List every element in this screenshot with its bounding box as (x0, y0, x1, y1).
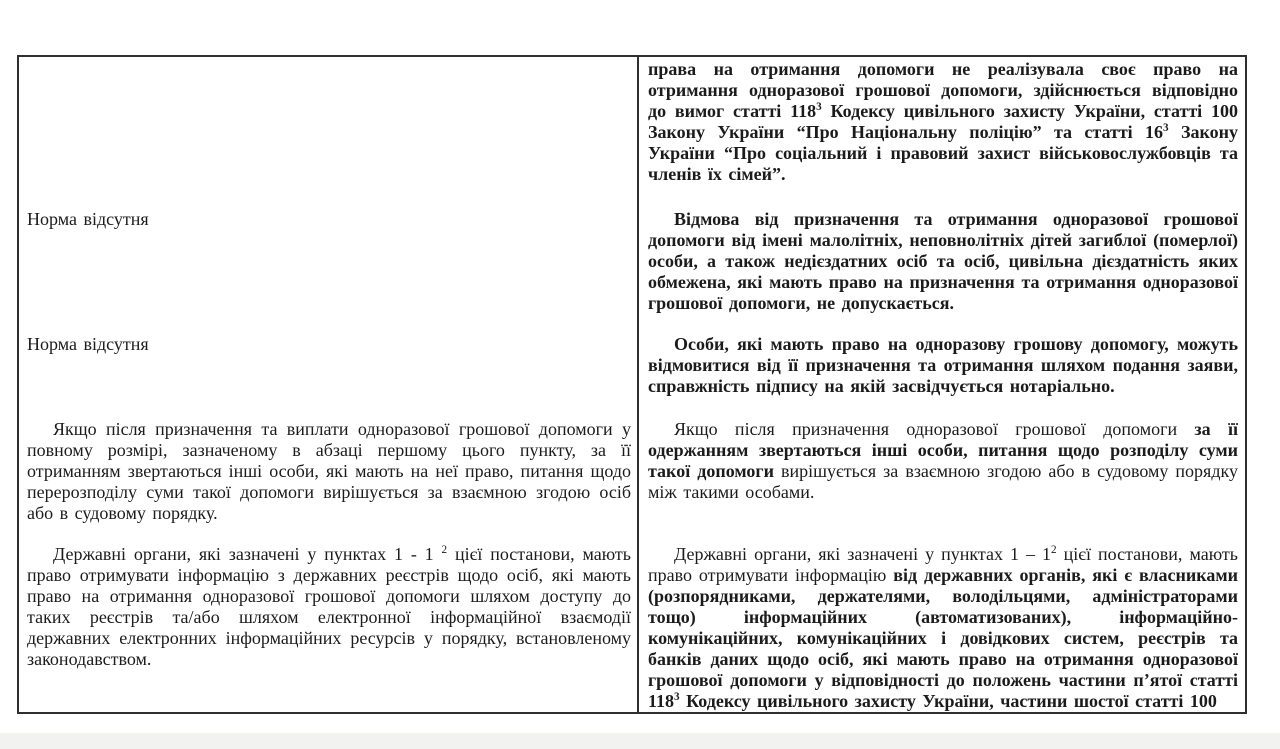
table-cell-row1-left (19, 57, 637, 207)
paragraph-left-norm-absent-1: Норма відсутня (27, 209, 149, 229)
table-cell-row4-right (637, 417, 1245, 542)
paragraph-right-state-registries: Державні органи, які зазначені у пунктах $1 - 1^2$ цієї постанови, мають право отримувати інформацію від державних органів, які є власниками (розпорядниками, держателями, володільцями, адміністраторами тощо) інформаційних (автоматизованих), інформаційно-комунікаційних, комунікаційних і довідкових систем, реєстрів та банків даних щодо осіб, які мають право на отримання одноразової грошової допомоги у відповідності до положень частини п’ятої статті $118^3$ Кодексу цивільного захисту України, частини шостої статті 100 (648, 544, 1238, 711)
table-cell-row2-left (19, 207, 637, 332)
table-cell-row2-right (637, 207, 1245, 332)
paragraph-right-redistribution: Якщо після призначення одноразової грошової допомоги за її одержанням звертаються інші особи, питання щодо розподілу суми такої допомоги вирішується за взаємною згодою або в судовому порядку між такими особами. (648, 419, 1238, 502)
paragraph-right-continuation: права на отримання допомоги не реалізувала своє право на отримання одноразової грошової допомоги, здійснюється відповідно до вимог статті $118^3$ Кодексу цивільного захисту України, статті 100 Закону України “Про Національну поліцію” та статті $16^3$ Закону України “Про соціальний і правовий захист військовослужбовців та членів їх сімей”. (648, 59, 1238, 184)
table-cell-row3-left (19, 332, 637, 417)
table-cell-row5-right (637, 542, 1245, 712)
paragraph-right-refusal-minors: Відмова від призначення та отримання одноразової грошової допомоги від імені малолітніх, неповнолітніх дітей загиблої (померлої) особи, а також недієздатних осіб та осіб, цивільна дієздатність яких обмежена, які мають право на призначення та отримання одноразової грошової допомоги, не допускається. (648, 209, 1238, 313)
table-cell-row3-right (637, 332, 1245, 417)
paragraph-left-norm-absent-2: Норма відсутня (27, 334, 149, 354)
paragraph-left-redistribution: Якщо після призначення та виплати одноразової грошової допомоги у повному розмірі, зазначеному в абзаці першому цього пункту, за її отриманням звертаються інші особи, які мають на неї право, питання щодо перерозподілу суми такої допомоги вирішується за взаємною згодою осіб або в судовому порядку. (27, 419, 631, 523)
paragraph-right-refusal-notarized: Особи, які мають право на одноразову грошову допомогу, можуть відмовитися від її призначення та отримання шляхом подання заяви, справжність підпису на якій засвідчується нотаріально. (648, 334, 1238, 396)
comparison-table (17, 55, 1247, 714)
table-cell-row1-right (637, 57, 1245, 207)
paragraph-left-state-registries: Державні органи, які зазначені у пунктах 1 - 1 $^2$ цієї постанови, мають право отримувати інформацію з державних реєстрів щодо осіб, які мають право на отримання одноразової грошової допомоги шляхом доступу до таких реєстрів та/або шляхом електронної інформаційної взаємодії державних електронних інформаційних ресурсів у порядку, встановленому законодавством. (27, 544, 632, 669)
table-cell-row5-left (19, 542, 637, 712)
scan-edge-shadow (0, 733, 1280, 749)
table-cell-row4-left (19, 417, 637, 542)
